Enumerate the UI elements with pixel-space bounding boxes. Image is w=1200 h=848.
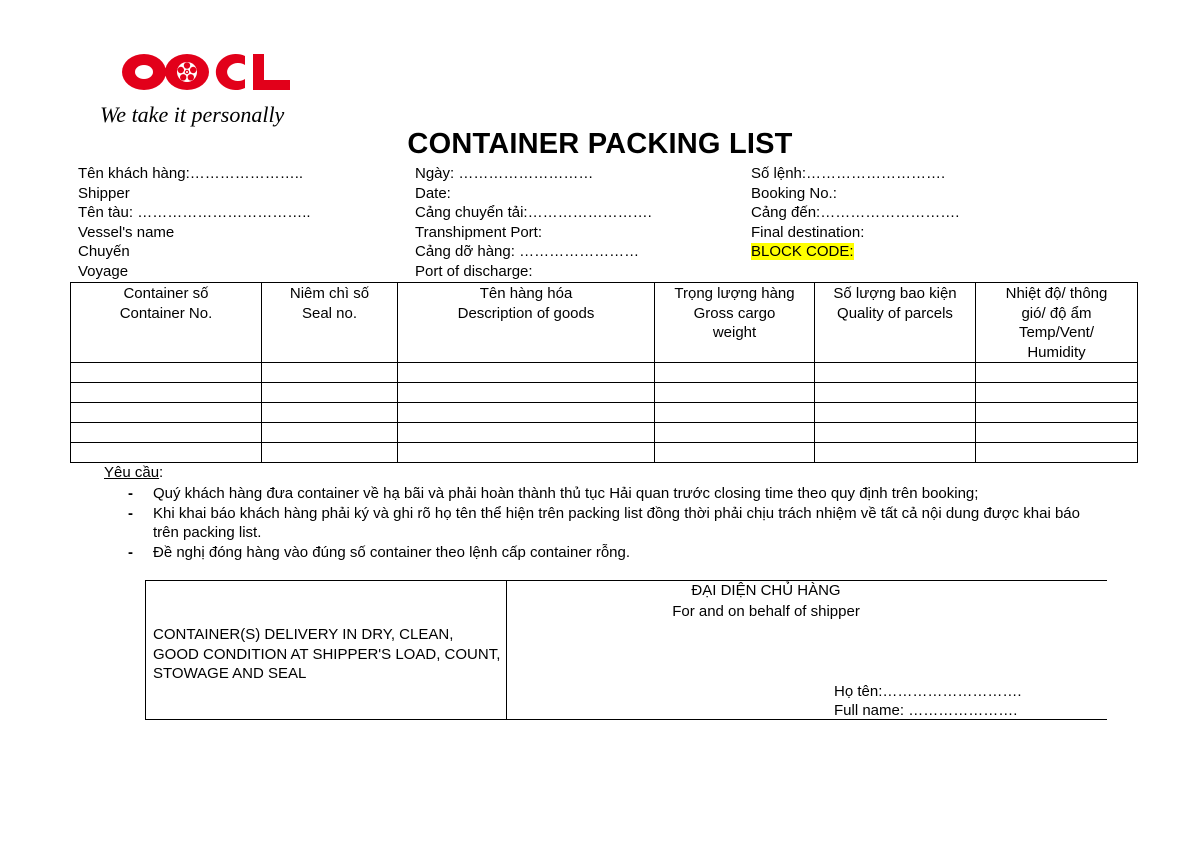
table-cell[interactable] [976,403,1138,423]
shipper-label: Shipper [78,185,130,202]
table-cell[interactable] [398,423,655,443]
table-cell[interactable] [815,423,976,443]
logo-tagline: We take it personally [100,102,285,127]
table-cell[interactable] [398,443,655,463]
signature-box [145,580,1107,720]
table-cell[interactable] [655,403,815,423]
packing-list-table [70,282,1138,463]
vessel-name-label: Vessel's name [78,224,175,241]
oocl-wordmark-icon [122,50,292,94]
page-title: CONTAINER PACKING LIST [407,128,793,160]
table-cell[interactable] [71,383,262,403]
transhipment-port-label: Transhipment Port: [415,224,542,241]
final-destination-label: Final destination: [751,224,865,241]
date-field: Ngày: ……………………… [415,165,594,182]
vessel-name-field: Tên tàu: …………………………….. [78,204,311,221]
col-header-temp-vent-humidity: Nhiệt độ/ thông gió/ độ ẩm Temp/Vent/ Humidity [976,283,1138,363]
table-cell[interactable] [815,363,976,383]
discharge-port-field: Cảng dỡ hàng: …………………… [415,243,640,260]
customer-name-field: Tên khách hàng:………………….. [78,165,304,182]
table-cell[interactable] [976,443,1138,463]
oocl-logo [100,50,330,130]
list-item: - Quý khách hàng đưa container về hạ bãi và phải hoàn thành thủ tục Hải quan trước closing time theo quy định trên booking; [128,485,979,502]
table-cell[interactable] [655,363,815,383]
table-cell[interactable] [655,383,815,403]
transhipment-port-field: Cảng chuyển tải:……………………. [415,204,652,221]
booking-number-label: Booking No.: [751,185,837,202]
table-cell[interactable] [71,423,262,443]
table-row [71,443,1138,463]
delivery-condition-statement: CONTAINER(S) DELIVERY IN DRY, CLEAN, GOOD CONDITION AT SHIPPER'S LOAD, COUNT, STOWAGE AND SEAL [153,626,501,682]
order-number-field: Số lệnh:………………………. [751,165,946,182]
list-item: - Đề nghị đóng hàng vào đúng số container theo lệnh cấp container rỗng. [128,543,631,561]
table-cell[interactable] [976,363,1138,383]
table-cell[interactable] [262,423,398,443]
table-row [71,363,1138,383]
shipper-representative-en: For and on behalf of shipper [672,603,860,620]
col-header-description: Tên hàng hóa Description of goods [398,283,655,363]
bullet-dash: - [128,543,133,561]
table-row [71,403,1138,423]
shipper-representative-vi: ĐẠI DIỆN CHỦ HÀNG [691,582,841,599]
table-row [71,423,1138,443]
table-cell[interactable] [71,363,262,383]
table-cell[interactable] [976,383,1138,403]
bullet-dash: - [128,485,133,502]
requirements-title: Yêu cầu [104,464,160,481]
requirements-heading: Yêu cầu: [104,464,164,481]
table-cell[interactable] [815,443,976,463]
table-cell[interactable] [262,363,398,383]
full-name-field-vi: Họ tên:………………………. [834,683,1022,700]
col-header-parcels: Số lượng bao kiện Quality of parcels [815,283,976,363]
table-cell[interactable] [398,383,655,403]
full-name-field-en: Full name: …………………. [834,702,1018,719]
table-cell[interactable] [398,403,655,423]
table-cell[interactable] [71,403,262,423]
requirements-list [128,484,1108,562]
table-row [71,383,1138,403]
bullet-dash: - [128,504,133,522]
table-cell[interactable] [655,443,815,463]
table-cell[interactable] [262,403,398,423]
block-code-field [751,242,854,262]
destination-port-field: Cảng đến:………………………. [751,204,960,221]
col-header-seal-no: Niêm chì số Seal no. [262,283,398,363]
voyage-field: Chuyến [78,243,130,260]
shipper-signature-area[interactable] [506,580,1107,720]
table-cell[interactable] [262,443,398,463]
date-label: Date: [415,185,451,202]
voyage-label: Voyage [78,263,129,280]
table-cell[interactable] [262,383,398,403]
table-header-row [71,283,1138,363]
table-cell[interactable] [655,423,815,443]
table-cell[interactable] [398,363,655,383]
block-code-label: BLOCK CODE: [751,243,854,260]
table-cell[interactable] [976,423,1138,443]
table-cell[interactable] [815,403,976,423]
delivery-condition-box [145,580,507,720]
table-cell[interactable] [71,443,262,463]
table-cell[interactable] [815,383,976,403]
list-item: - Khi khai báo khách hàng phải ký và ghi rõ họ tên thể hiện trên packing list đồng thời phải chịu trách nhiệm về tất cả nội dung được khai báo trên packing list. [128,504,1080,541]
col-header-gross-weight: Trọng lượng hàng Gross cargo weight [655,283,815,363]
discharge-port-label: Port of discharge: [415,263,533,280]
col-header-container-no: Container số Container No. [71,283,262,363]
